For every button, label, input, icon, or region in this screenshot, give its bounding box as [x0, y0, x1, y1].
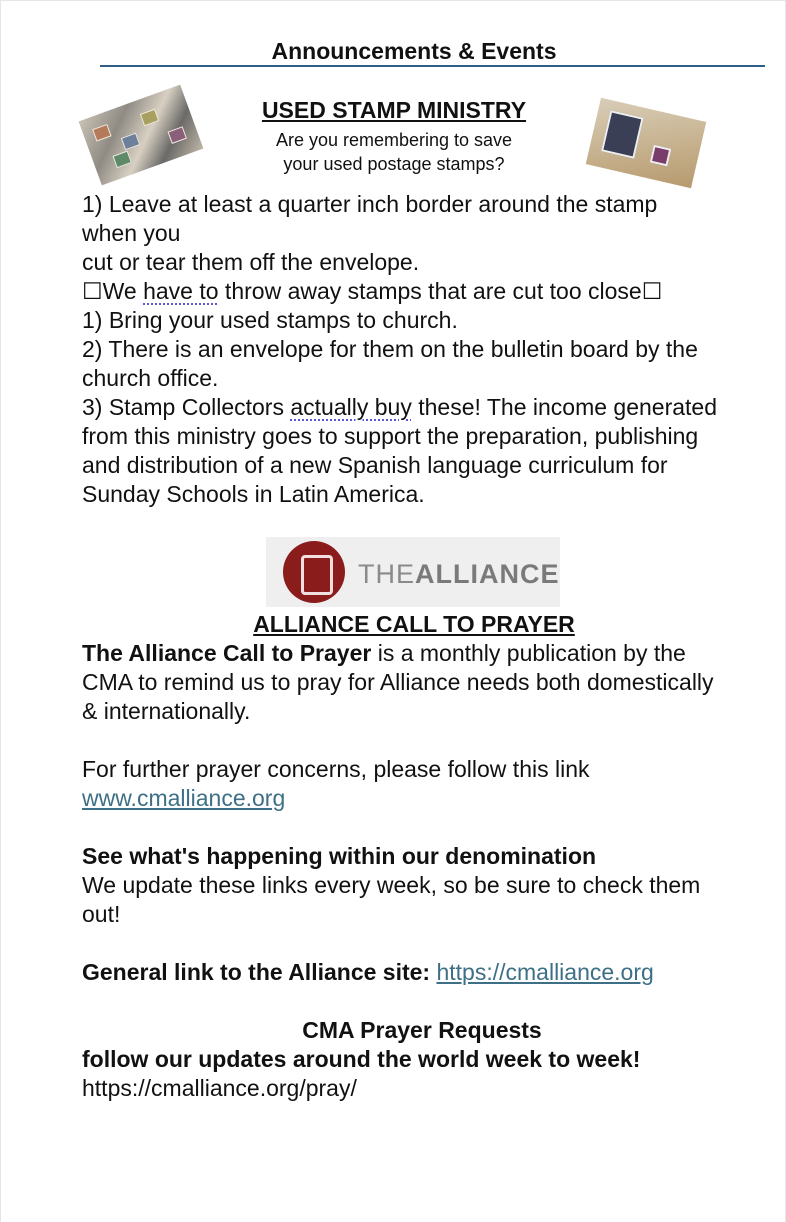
instruction-line: 2) There is an envelope for them on the bulletin board by the — [82, 336, 698, 362]
instruction-line: church office. — [82, 365, 219, 391]
call-intro: The Alliance Call to Prayer is a monthly publication by the CMA to remind us to pray for Alliance needs both domestically & internationally. — [82, 640, 714, 724]
stamp-ministry-title: USED STAMP MINISTRY — [261, 97, 527, 123]
instruction-line: Sunday Schools in Latin America. — [82, 481, 425, 507]
subtitle-line: your used postage stamps? — [283, 154, 505, 174]
instruction-line: when you — [82, 220, 181, 246]
alliance-emblem-icon — [283, 541, 345, 603]
general-link-row — [82, 958, 762, 987]
prayer-requests — [82, 1016, 762, 1103]
stamp-image — [650, 145, 672, 167]
general-link-label: General link to the Alliance site: — [82, 959, 431, 985]
header-divider — [100, 65, 765, 67]
prayer-requests-title: CMA Prayer Requests — [302, 1017, 542, 1043]
bulletin-page — [1, 1, 785, 1222]
denomination-heading: See what's happening within our denomination — [82, 843, 597, 869]
further-concerns: For further prayer concerns, please follow this link www.cmalliance.org — [82, 756, 590, 811]
instruction-line: 1) Bring your used stamps to church. — [82, 307, 458, 333]
subtitle-line: Are you remembering to save — [275, 130, 513, 150]
instruction-line: from this ministry goes to support the preparation, publishing — [82, 423, 699, 449]
cmalliance-link[interactable]: www.cmalliance.org — [82, 785, 286, 811]
instruction-line: 3) Stamp Collectors actually buy these! The income generated — [82, 394, 717, 420]
instruction-line: ☐We have to throw away stamps that are cut too close☐ — [82, 278, 663, 304]
instruction-line: and distribution of a new Spanish language curriculum for — [82, 452, 668, 478]
alliance-logo-text: THEALLIANCE — [358, 559, 560, 589]
stamp-image — [601, 110, 644, 159]
prayer-requests-subtitle: follow our updates around the world week to week! — [82, 1046, 641, 1072]
instruction-line: cut or tear them off the envelope. — [82, 249, 420, 275]
denomination-section: See what's happening within our denomination We update these links every week, so be sure to check them out! — [82, 843, 701, 927]
call-to-prayer-title: ALLIANCE CALL TO PRAYER — [253, 611, 575, 637]
stamp-instructions — [82, 190, 762, 509]
intro-bold: The Alliance Call to Prayer — [82, 640, 372, 666]
alliance-site-link[interactable]: https://cmalliance.org — [436, 959, 654, 985]
page-title: Announcements & Events — [271, 38, 557, 64]
instruction-line: 1) Leave at least a quarter inch border around the stamp — [82, 191, 658, 217]
spellcheck-mark: actually buy — [290, 394, 412, 420]
spellcheck-mark: have to — [143, 278, 219, 304]
prayer-url: https://cmalliance.org/pray/ — [82, 1075, 357, 1101]
alliance-logo — [266, 537, 560, 607]
